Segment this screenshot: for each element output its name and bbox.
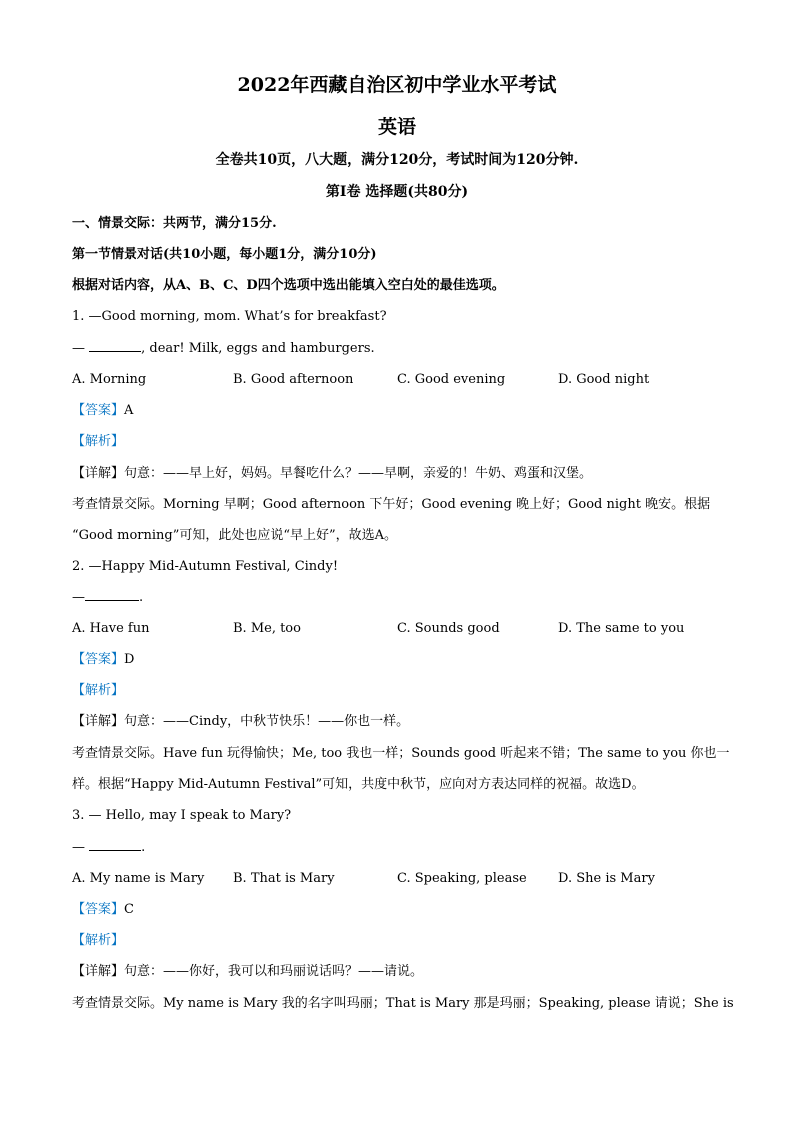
part-heading: 第Ⅰ卷 选择题(共80分) [325, 184, 469, 200]
question-2-explain-2: 样。根据“Happy Mid-Autumn Festival”可知，共度中秋节，应向对方表达同样的祝福。故选D。 [72, 777, 645, 792]
subject-title: 英语 [377, 116, 416, 138]
section-directions: 根据对话内容，从A、B、C、D四个选项中选出能填入空白处的最佳选项。 [72, 278, 505, 293]
analysis-tag: 【解析】 [72, 683, 125, 698]
reply-suffix: , dear! Milk, eggs and hamburgers. [141, 341, 375, 356]
question-3-reply [72, 839, 732, 857]
answer-value: D [124, 652, 135, 667]
question-1-option-d: D. Good night [558, 372, 650, 387]
question-2-reply [72, 589, 732, 607]
answer-tag: 【答案】 [72, 652, 125, 667]
exam-title: 2022年西藏自治区初中学业水平考试 [237, 74, 557, 96]
section-subheading: 第一节情景对话(共10小题，每小题1分，满分10分) [72, 247, 377, 262]
question-3-explain-1: 考查情景交际。My name is Mary 我的名字叫玛丽；That is Mary 那是玛丽；Speaking, please 请说；She is [72, 996, 734, 1011]
answer-tag: 【答案】 [72, 403, 125, 418]
question-1-answer [72, 402, 732, 420]
question-1-prompt: 1. —Good morning, mom. What’s for breakfast? [72, 309, 387, 324]
detail-text: 句意：——你好，我可以和玛丽说话吗？——请说。 [124, 964, 424, 979]
question-2-prompt: 2. —Happy Mid-Autumn Festival, Cindy! [72, 559, 339, 574]
question-1-detail [72, 465, 732, 483]
question-1-option-a: A. Morning [72, 372, 147, 387]
question-2-option-c: C. Sounds good [397, 621, 500, 636]
question-3-option-b: B. That is Mary [233, 871, 335, 886]
reply-suffix: . [141, 840, 146, 855]
section-heading: 一、情景交际：共两节，满分15分. [72, 216, 277, 231]
question-2-explain-1: 考查情景交际。Have fun 玩得愉快；Me, too 我也一样；Sounds good 听起来不错；The same to you 你也一 [72, 746, 730, 761]
question-3-option-c: C. Speaking, please [397, 871, 527, 886]
reply-prefix: — [72, 840, 90, 855]
question-3-analysis [72, 932, 732, 950]
detail-tag: 【详解】 [72, 964, 125, 979]
question-1-option-c: C. Good evening [397, 372, 506, 387]
question-2-option-d: D. The same to you [558, 621, 685, 636]
answer-blank [89, 840, 141, 851]
question-3-option-d: D. She is Mary [558, 871, 655, 886]
detail-text: 句意：——早上好，妈妈。早餐吃什么？——早啊，亲爱的！牛奶、鸡蛋和汉堡。 [124, 466, 593, 481]
answer-value: C [124, 902, 134, 917]
question-3-detail [72, 963, 732, 981]
question-2-analysis [72, 682, 732, 700]
question-2-detail [72, 713, 732, 731]
analysis-tag: 【解析】 [72, 933, 125, 948]
answer-blank [89, 341, 141, 352]
answer-tag: 【答案】 [72, 902, 125, 917]
question-2-option-a: A. Have fun [72, 621, 150, 636]
analysis-tag: 【解析】 [72, 434, 125, 449]
answer-value: A [124, 403, 134, 418]
detail-tag: 【详解】 [72, 714, 125, 729]
question-1-explain-2: “Good morning”可知，此处也应说“早上好”，故选A。 [72, 528, 398, 543]
question-1-explain-1: 考查情景交际。Morning 早啊；Good afternoon 下午好；Good evening 晚上好；Good night 晚安。根据 [72, 497, 711, 512]
question-3-option-a: A. My name is Mary [72, 871, 205, 886]
reply-prefix: — [72, 590, 85, 605]
question-2-answer [72, 651, 732, 669]
reply-suffix: . [139, 590, 144, 605]
question-3-prompt: 3. — Hello, may I speak to Mary? [72, 808, 292, 823]
question-2-option-b: B. Me, too [233, 621, 301, 636]
reply-prefix: — [72, 341, 90, 356]
detail-tag: 【详解】 [72, 466, 125, 481]
exam-instructions: 全卷共10页，八大题，满分120分，考试时间为120分钟. [215, 152, 579, 168]
question-3-answer [72, 901, 732, 919]
question-1-option-b: B. Good afternoon [233, 372, 354, 387]
question-1-reply [72, 340, 732, 358]
detail-text: 句意：——Cindy，中秋节快乐！——你也一样。 [124, 714, 410, 729]
question-1-analysis [72, 433, 732, 451]
answer-blank [85, 590, 139, 601]
